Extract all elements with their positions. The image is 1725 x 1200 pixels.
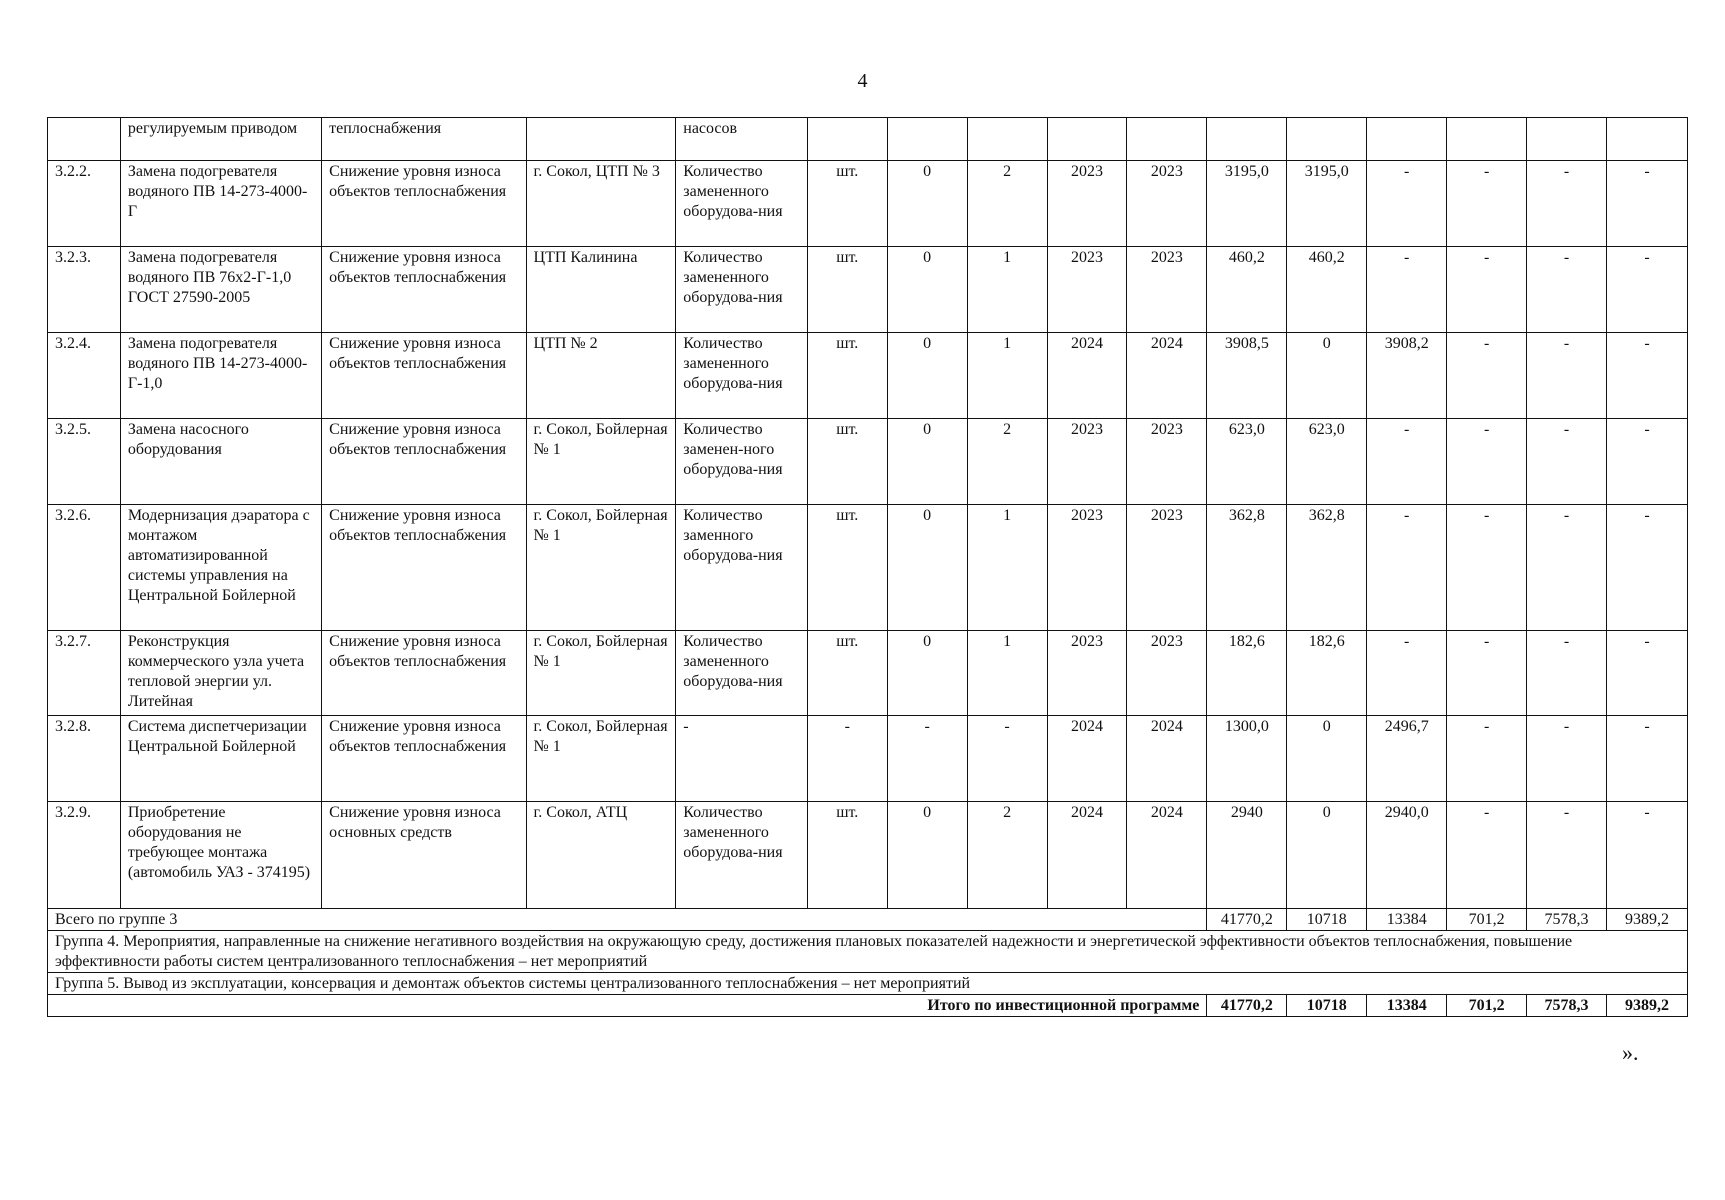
cell-indicator: насосов xyxy=(676,118,808,161)
cell-cost-2025: - xyxy=(1447,505,1527,631)
cell-end-year: 2024 xyxy=(1127,802,1207,909)
cell-measure-name: Замена подогревателя водяного ПВ 14-273-4000-Г xyxy=(120,161,321,247)
cell-cost-2023: 0 xyxy=(1287,802,1367,909)
cell-cost-2023: 182,6 xyxy=(1287,631,1367,716)
cell-value-after: 2 xyxy=(967,802,1047,909)
cell-measure-name: Модернизация дэаратора с монтажом автоматизированной системы управления на Центральной Бойлерной xyxy=(120,505,321,631)
table-row xyxy=(48,419,1688,505)
cell-row-number: 3.2.5. xyxy=(48,419,121,505)
group3-total-row-value: 13384 xyxy=(1367,909,1447,931)
table-body xyxy=(48,118,1688,1017)
cell-location: г. Сокол, Бойлерная № 1 xyxy=(526,716,676,802)
cell-location: г. Сокол, Бойлерная № 1 xyxy=(526,505,676,631)
cell-total-cost: 362,8 xyxy=(1207,505,1287,631)
cell-start-year: 2023 xyxy=(1047,161,1127,247)
cell-cost-2023: 460,2 xyxy=(1287,247,1367,333)
cell-cost-2025: - xyxy=(1447,333,1527,419)
cell-cost-2023 xyxy=(1287,118,1367,161)
cell-total-cost: 2940 xyxy=(1207,802,1287,909)
cell-measure-name: Приобретение оборудования не требующее монтажа (автомобиль УАЗ - 374195) xyxy=(120,802,321,909)
group3-total-row-value: 7578,3 xyxy=(1527,909,1607,931)
cell-goal: Снижение уровня износа объектов теплоснабжения xyxy=(322,716,526,802)
grand-total-row-value: 10718 xyxy=(1287,995,1367,1017)
cell-unit: - xyxy=(807,716,887,802)
cell-goal: Снижение уровня износа основных средств xyxy=(322,802,526,909)
cell-measure-name: регулируемым приводом xyxy=(120,118,321,161)
table-row xyxy=(48,161,1688,247)
cell-indicator: Количество замененного оборудова-ния xyxy=(676,247,808,333)
cell-value-before: 0 xyxy=(887,802,967,909)
cell-value-before xyxy=(887,118,967,161)
cell-indicator: - xyxy=(676,716,808,802)
cell-cost-2026: - xyxy=(1527,247,1607,333)
cell-row-number: 3.2.2. xyxy=(48,161,121,247)
cell-cost-2024: - xyxy=(1367,505,1447,631)
grand-total-row xyxy=(48,995,1688,1017)
cell-value-after xyxy=(967,118,1047,161)
closing-quote-mark: ». xyxy=(1622,1040,1639,1065)
cell-cost-2024: 2496,7 xyxy=(1367,716,1447,802)
cell-location: г. Сокол, Бойлерная № 1 xyxy=(526,419,676,505)
cell-indicator: Количество замененного оборудова-ния xyxy=(676,802,808,909)
cell-total-cost: 3195,0 xyxy=(1207,161,1287,247)
cell-cost-2026: - xyxy=(1527,631,1607,716)
cell-unit: шт. xyxy=(807,802,887,909)
cell-measure-name: Система диспетчеризации Центральной Бойлерной xyxy=(120,716,321,802)
cell-cost-2026: - xyxy=(1527,505,1607,631)
cell-row-number: 3.2.7. xyxy=(48,631,121,716)
cell-cost-2025: - xyxy=(1447,716,1527,802)
cell-cost-2025 xyxy=(1447,118,1527,161)
table-row xyxy=(48,802,1688,909)
cell-total-cost: 182,6 xyxy=(1207,631,1287,716)
cell-location: ЦТП № 2 xyxy=(526,333,676,419)
group3-total-row xyxy=(48,909,1688,931)
cell-unit xyxy=(807,118,887,161)
group3-total-row-value: 701,2 xyxy=(1447,909,1527,931)
table-row xyxy=(48,333,1688,419)
cell-cost-2024: 2940,0 xyxy=(1367,802,1447,909)
cell-goal: Снижение уровня износа объектов теплоснабжения xyxy=(322,247,526,333)
cell-cost-2027 xyxy=(1607,118,1688,161)
group3-total-row-label: Всего по группе 3 xyxy=(48,909,1207,931)
cell-value-after: 1 xyxy=(967,333,1047,419)
cell-cost-2024: - xyxy=(1367,247,1447,333)
cell-indicator: Количество замененного оборудова-ния xyxy=(676,631,808,716)
cell-goal: теплоснабжения xyxy=(322,118,526,161)
group5-row xyxy=(48,973,1688,995)
cell-end-year: 2023 xyxy=(1127,161,1207,247)
cell-cost-2026: - xyxy=(1527,716,1607,802)
cell-value-before: 0 xyxy=(887,419,967,505)
cell-row-number xyxy=(48,118,121,161)
cell-end-year: 2024 xyxy=(1127,716,1207,802)
investment-program-table xyxy=(47,117,1688,1017)
cell-indicator: Количество заменен-ного оборудова-ния xyxy=(676,419,808,505)
cell-value-before: - xyxy=(887,716,967,802)
cell-goal: Снижение уровня износа объектов теплоснабжения xyxy=(322,631,526,716)
cell-value-after: 2 xyxy=(967,419,1047,505)
cell-unit: шт. xyxy=(807,247,887,333)
cell-row-number: 3.2.9. xyxy=(48,802,121,909)
table-row-continuation xyxy=(48,118,1688,161)
page-number: 4 xyxy=(857,70,868,92)
cell-cost-2027: - xyxy=(1607,247,1688,333)
cell-cost-2023: 362,8 xyxy=(1287,505,1367,631)
cell-value-before: 0 xyxy=(887,161,967,247)
cell-location: г. Сокол, АТЦ xyxy=(526,802,676,909)
cell-cost-2026: - xyxy=(1527,333,1607,419)
table-row xyxy=(48,247,1688,333)
cell-value-after: 1 xyxy=(967,505,1047,631)
cell-measure-name: Замена насосного оборудования xyxy=(120,419,321,505)
cell-cost-2026: - xyxy=(1527,161,1607,247)
cell-cost-2026: - xyxy=(1527,802,1607,909)
cell-unit: шт. xyxy=(807,419,887,505)
cell-value-after: 1 xyxy=(967,247,1047,333)
cell-start-year: 2024 xyxy=(1047,802,1127,909)
cell-start-year xyxy=(1047,118,1127,161)
group3-total-row-value: 9389,2 xyxy=(1607,909,1688,931)
table-row xyxy=(48,631,1688,716)
cell-cost-2025: - xyxy=(1447,247,1527,333)
cell-goal: Снижение уровня износа объектов теплоснабжения xyxy=(322,505,526,631)
table-row xyxy=(48,716,1688,802)
cell-cost-2023: 0 xyxy=(1287,716,1367,802)
cell-goal: Снижение уровня износа объектов теплоснабжения xyxy=(322,161,526,247)
cell-cost-2026: - xyxy=(1527,419,1607,505)
cell-location: г. Сокол, ЦТП № 3 xyxy=(526,161,676,247)
cell-total-cost: 3908,5 xyxy=(1207,333,1287,419)
cell-start-year: 2024 xyxy=(1047,716,1127,802)
cell-cost-2024: 3908,2 xyxy=(1367,333,1447,419)
cell-cost-2023: 3195,0 xyxy=(1287,161,1367,247)
cell-value-before: 0 xyxy=(887,333,967,419)
group5-row-text: Группа 5. Вывод из эксплуатации, консервация и демонтаж объектов системы централизованного теплоснабжения – нет мероприятий xyxy=(48,973,1688,995)
cell-value-after: - xyxy=(967,716,1047,802)
cell-cost-2027: - xyxy=(1607,716,1688,802)
cell-total-cost: 623,0 xyxy=(1207,419,1287,505)
cell-value-before: 0 xyxy=(887,247,967,333)
grand-total-row-value: 41770,2 xyxy=(1207,995,1287,1017)
cell-indicator: Количество замененного оборудова-ния xyxy=(676,333,808,419)
cell-measure-name: Замена подогревателя водяного ПВ 14-273-4000-Г-1,0 xyxy=(120,333,321,419)
grand-total-row-value: 7578,3 xyxy=(1527,995,1607,1017)
grand-total-row-label: Итого по инвестиционной программе xyxy=(48,995,1207,1017)
cell-cost-2027: - xyxy=(1607,333,1688,419)
group4-row xyxy=(48,931,1688,973)
cell-unit: шт. xyxy=(807,631,887,716)
cell-total-cost: 460,2 xyxy=(1207,247,1287,333)
cell-indicator: Количество замененного оборудова-ния xyxy=(676,161,808,247)
cell-end-year: 2023 xyxy=(1127,419,1207,505)
cell-end-year: 2023 xyxy=(1127,505,1207,631)
cell-start-year: 2024 xyxy=(1047,333,1127,419)
cell-cost-2027: - xyxy=(1607,505,1688,631)
cell-cost-2025: - xyxy=(1447,631,1527,716)
cell-measure-name: Замена подогревателя водяного ПВ 76х2-Г-1,0 ГОСТ 27590-2005 xyxy=(120,247,321,333)
cell-cost-2026 xyxy=(1527,118,1607,161)
cell-total-cost: 1300,0 xyxy=(1207,716,1287,802)
cell-cost-2025: - xyxy=(1447,802,1527,909)
group3-total-row-value: 41770,2 xyxy=(1207,909,1287,931)
grand-total-row-value: 701,2 xyxy=(1447,995,1527,1017)
cell-cost-2024 xyxy=(1367,118,1447,161)
cell-start-year: 2023 xyxy=(1047,505,1127,631)
cell-end-year: 2023 xyxy=(1127,631,1207,716)
cell-cost-2025: - xyxy=(1447,161,1527,247)
cell-location xyxy=(526,118,676,161)
cell-cost-2024: - xyxy=(1367,161,1447,247)
cell-unit: шт. xyxy=(807,333,887,419)
cell-goal: Снижение уровня износа объектов теплоснабжения xyxy=(322,419,526,505)
cell-start-year: 2023 xyxy=(1047,247,1127,333)
group3-total-row-value: 10718 xyxy=(1287,909,1367,931)
cell-goal: Снижение уровня износа объектов теплоснабжения xyxy=(322,333,526,419)
cell-cost-2025: - xyxy=(1447,419,1527,505)
cell-start-year: 2023 xyxy=(1047,631,1127,716)
cell-total-cost xyxy=(1207,118,1287,161)
table-row xyxy=(48,505,1688,631)
grand-total-row-value: 9389,2 xyxy=(1607,995,1688,1017)
cell-end-year: 2024 xyxy=(1127,333,1207,419)
cell-value-after: 2 xyxy=(967,161,1047,247)
cell-value-before: 0 xyxy=(887,631,967,716)
cell-cost-2023: 623,0 xyxy=(1287,419,1367,505)
cell-cost-2024: - xyxy=(1367,631,1447,716)
cell-cost-2023: 0 xyxy=(1287,333,1367,419)
cell-start-year: 2023 xyxy=(1047,419,1127,505)
cell-end-year xyxy=(1127,118,1207,161)
cell-location: г. Сокол, Бойлерная № 1 xyxy=(526,631,676,716)
cell-value-after: 1 xyxy=(967,631,1047,716)
cell-unit: шт. xyxy=(807,161,887,247)
cell-location: ЦТП Калинина xyxy=(526,247,676,333)
cell-end-year: 2023 xyxy=(1127,247,1207,333)
cell-unit: шт. xyxy=(807,505,887,631)
cell-row-number: 3.2.8. xyxy=(48,716,121,802)
cell-cost-2027: - xyxy=(1607,631,1688,716)
cell-row-number: 3.2.4. xyxy=(48,333,121,419)
cell-cost-2027: - xyxy=(1607,161,1688,247)
grand-total-row-value: 13384 xyxy=(1367,995,1447,1017)
cell-cost-2027: - xyxy=(1607,419,1688,505)
cell-row-number: 3.2.6. xyxy=(48,505,121,631)
cell-indicator: Количество заменного оборудова-ния xyxy=(676,505,808,631)
cell-row-number: 3.2.3. xyxy=(48,247,121,333)
cell-value-before: 0 xyxy=(887,505,967,631)
cell-measure-name: Реконструкция коммерческого узла учета тепловой энергии ул. Литейная xyxy=(120,631,321,716)
cell-cost-2024: - xyxy=(1367,419,1447,505)
group4-row-text: Группа 4. Мероприятия, направленные на снижение негативного воздействия на окружающую среду, достижения плановых показателей надежности и энергетической эффективности объектов теплоснабжения, повышение эффективности работы систем централизованного теплоснабжения – нет мероприятий xyxy=(48,931,1688,973)
cell-cost-2027: - xyxy=(1607,802,1688,909)
